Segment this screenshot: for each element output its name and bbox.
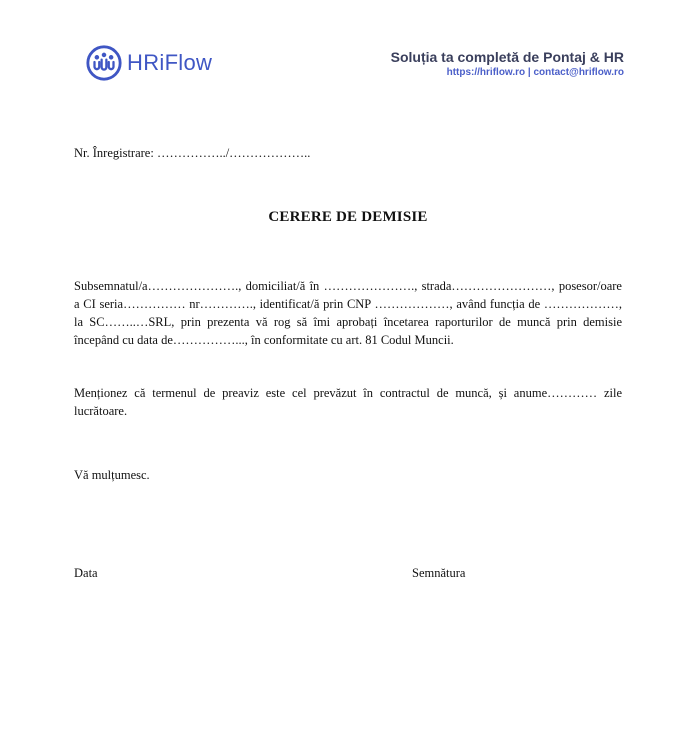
email-link[interactable]: contact@hriflow.ro: [533, 67, 624, 78]
tagline: Soluția ta completă de Pontaj & HR: [390, 49, 624, 65]
registration-number-line: Nr. Înregistrare: ……………../………………..: [74, 146, 311, 160]
header-contact-block: [391, 49, 624, 78]
contact-line: [391, 67, 624, 78]
brand-logo: [85, 44, 212, 82]
document-title: CERERE DE DEMISIE: [268, 209, 428, 225]
brand-name: HRiFlow: [127, 50, 213, 75]
thanks-line: Vă mulțumesc.: [74, 468, 150, 482]
date-label: Data: [74, 566, 98, 580]
notice-period-paragraph: Menționez că termenul de preaviz este cel prevăzut în contractul de muncă, și anume………… zile lucrătoare.: [74, 386, 622, 418]
contact-separator: |: [527, 67, 531, 78]
website-link[interactable]: https://hriflow.ro: [446, 67, 526, 78]
signature-label: Semnătura: [412, 566, 466, 580]
people-circle-logo-icon: [85, 44, 123, 82]
resignation-paragraph: Subsemnatul/a…………………., domiciliat/ă în …………………., strada……………………, posesor/oare a CI seria…………… nr…………., identificat/ă prin CNP ………………, având funcția de ………………, la SC……..…SRL, prin prezenta vă rog să îmi aprobați încetarea raporturilor de muncă prin demisie începând cu data de……………..., în conformitate cu art. 81 Codul Muncii.: [74, 279, 622, 347]
